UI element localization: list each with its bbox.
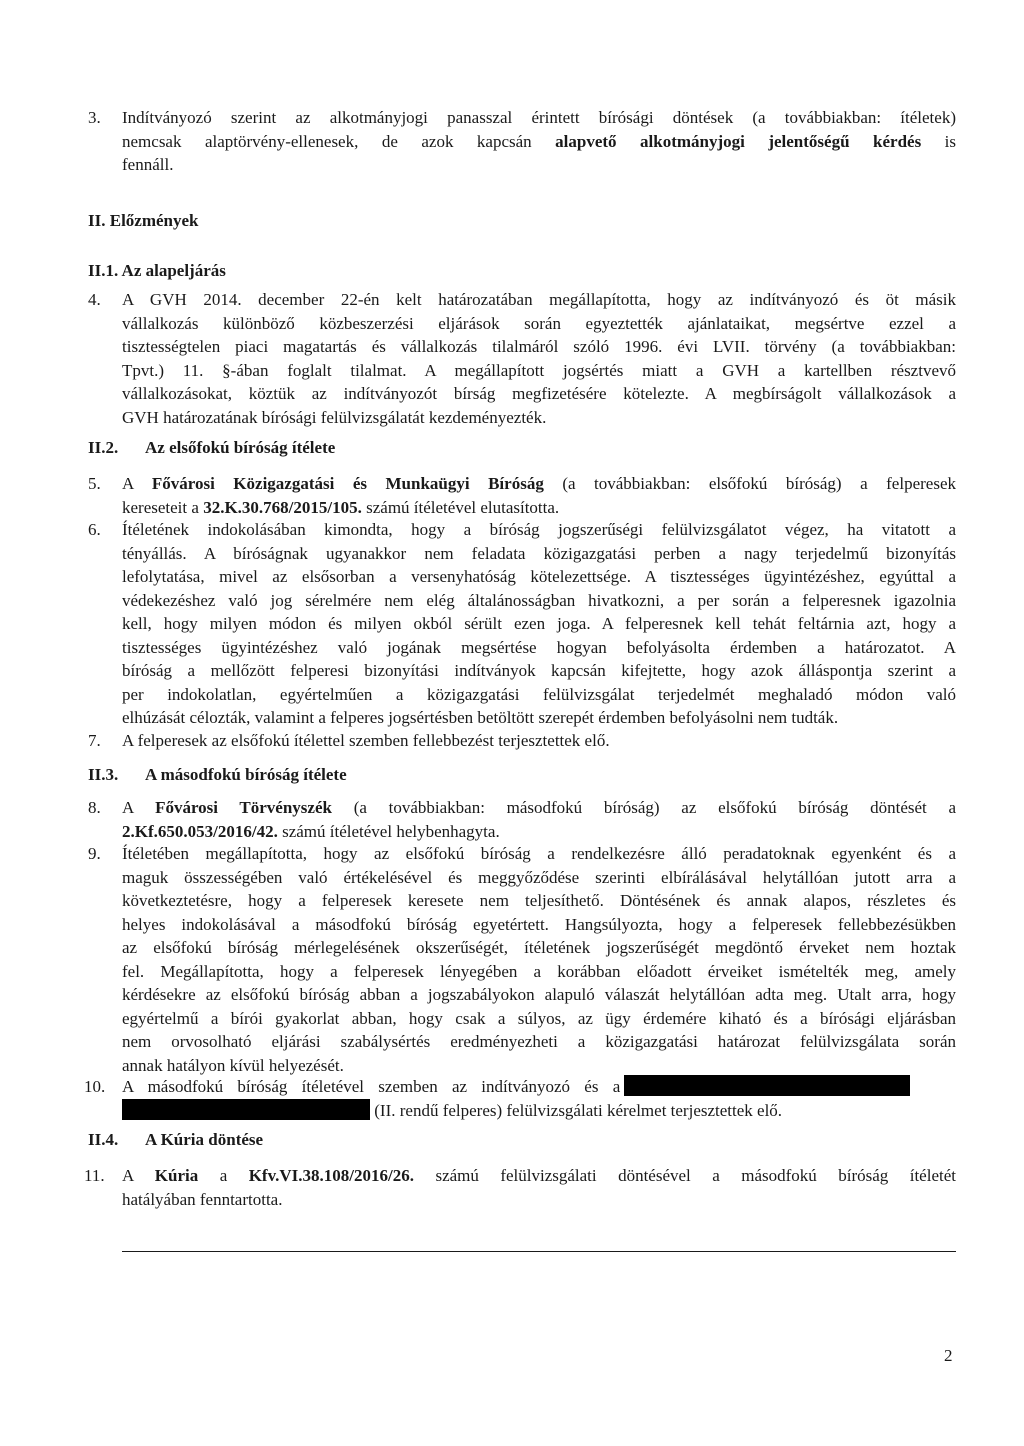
text-line: kérdésekre az elsőfokú bíróság abban a jogszabályokon alapuló válaszát helytállóan adta meg. Utalt arra, hogy [122,985,956,1004]
paragraph-number: 10. [84,1077,106,1096]
paragraph-number: 7. [88,731,101,750]
text-line: Tpvt.) 11. §-ában foglalt tilalmat. A megállapított jogsértés miatt a GVH a kartellben résztvevő [122,360,956,380]
paragraph-10 [122,1075,956,1122]
paragraph-number: 11. [84,1166,105,1185]
paragraph-number: 9. [88,844,101,863]
paragraph-5 [122,472,956,519]
text-line: védekezéshez való jog sérelmére nem elég általánosságban hivatkozni, a per során a felperesnek igazolnia [122,590,956,610]
text-line: kereseteit a 32.K.30.768/2015/105. számú ítéletével elutasította. [122,497,560,517]
text-line: nem orvosolható eljárási szabálysértés eredményezheti a közigazgatási határozat felülvizsgálata során [122,1032,956,1051]
text-line: elhúzását célozták, valamint a felperes jogsértésben betöltött szerepét érdemben befolyásolni nem tudták. [122,708,839,727]
paragraph-number: 8. [88,798,101,817]
page-number: 2 [944,1346,953,1365]
text-line: nemcsak alaptörvény-ellenesek, de azok kapcsán alapvető alkotmányjogi jelentőségű kérdés is [122,131,957,151]
paragraph-4 [122,288,956,429]
paragraph-6 [122,518,956,730]
text-line: helyes indokolásával a másodfokú bíróság egyetértett. Hangsúlyozta, hogy a felperesek fellebbezésükben [122,914,956,934]
redaction-bar [122,1099,370,1120]
text-line: A GVH 2014. december 22-én kelt határozatában megállapította, hogy az indítványozó és öt másik [122,290,956,309]
text-line: az elsőfokú bíróság mérlegelésének okszerűségét, ítéletének jogszerűségét megdöntő érveket nem hoztak [122,938,956,957]
paragraph-number: 4. [88,290,101,309]
text-line: Indítványozó szerint az alkotmányjogi panasszal érintett bírósági döntések (a továbbiakban: ítéletek) [122,108,956,127]
text-line: A Fővárosi Közigazgatási és Munkaügyi Bíróság (a továbbiakban: elsőfokú bíróság) a felperesek [122,474,956,493]
text-line: maguk összességében való értékelésével és meggyőződése szerinti elbírálásával helytállóan jutott arra a [122,867,956,887]
text-line: A másodfokú bíróság ítéletével szemben az indítványozó és a [122,1075,956,1099]
paragraph-number: 3. [88,108,101,127]
text-line: következtetésre, hogy a felperesek keresete nem teljesíthető. Döntésének és annak alapos, részletes és [122,891,956,910]
paragraph-11 [122,1164,956,1211]
subsection-heading: II.1. Az alapeljárás [88,261,226,280]
text-line: vállalkozásokat, köztük az indítványozót bírság megfizetésére kötelezte. A megbírságolt vállalkozások a [122,384,956,403]
text-line: A Kúria a Kfv.VI.38.108/2016/26. számú felülvizsgálati döntésével a másodfokú bíróság ítéletét [122,1166,956,1185]
text-line: egyértelmű a bírói gyakorlat abban, hogy csak a súlyos, az ügy érdemére kiható és a bírósági eljárásban [122,1008,956,1028]
text-line: GVH határozatának bírósági felülvizsgálatát kezdeményezték. [122,407,547,427]
text-line: A Fővárosi Törvényszék (a továbbiakban: másodfokú bíróság) az elsőfokú bíróság döntését a [122,798,957,817]
text-line: per indokolatlan, egyértelműen a közigazgatási felülvizsgálat terjedelmét meghaladó módon való [122,684,956,704]
text-line: fel. Megállapította, hogy a felperesek lényegében a korábban előadott érveiket ismételték meg, amely [122,961,956,981]
section-heading: II. Előzmények [88,211,199,230]
paragraph-3 [122,106,956,177]
text-line: Ítéletének indokolásában kimondta, hogy a bíróság jogszerűségi felülvizsgálatot végez, ha vitatott a [122,520,956,539]
redaction-bar [624,1075,910,1096]
paragraph-9 [122,842,956,1077]
subsection-number: II.4. [88,1130,119,1149]
subsection-number: II.2. [88,438,119,457]
text-line: tisztességtelen piaci magatartás és vállalkozás tilalmáról szóló 1996. évi LVII. törvény (a továbbiakban: [122,337,956,356]
text-line: fennáll. [122,155,174,174]
footer-divider [122,1251,956,1252]
text-line: 2.Kf.650.053/2016/42. számú ítéletével helybenhagyta. [122,821,500,841]
text-line: annak hatályon kívül helyezését. [122,1055,344,1075]
subsection-number: II.3. [88,765,119,784]
text-line: lefolytatása, mivel az elsősorban a versenyhatóság kötelezettsége. A tisztességes ügyintézéshez, egyúttal a [122,567,956,586]
paragraph-8 [122,796,956,843]
paragraph-number: 5. [88,474,101,493]
text-line: (II. rendű felperes) felülvizsgálati kérelmet terjesztettek elő. [122,1099,956,1123]
paragraph-7 [122,729,956,753]
paragraph-number: 6. [88,520,101,539]
text-line: bíróság a mellőzött felperesi bizonyítási indítványok kapcsán kifejtette, hogy azok álláspontja szerint a [122,661,956,680]
subsection-heading: A Kúria döntése [145,1130,264,1149]
text-line: tisztességes ügyintézéshez való jogának megsértése hogyan befolyásolta érdemben a határozatot. A [122,637,956,657]
text-line: A felperesek az elsőfokú ítélettel szemben fellebbezést terjesztettek elő. [122,731,610,750]
text-line: hatályában fenntartotta. [122,1189,283,1209]
text-line: vállalkozás különböző közbeszerzési eljárások során egyeztették ajánlataikat, megsértve ezzel a [122,313,956,333]
text-line: tényállás. A bíróságnak ugyanakkor nem feladata közigazgatási perben a nagy terjedelmű bizonyítás [122,543,956,563]
text-line: kell, hogy milyen módon és milyen okból sérült ezen joga. A felperesnek kell tehát feltárnia azt, hogy a [122,614,956,633]
subsection-heading: Az elsőfokú bíróság ítélete [145,438,336,457]
subsection-heading: A másodfokú bíróság ítélete [145,765,347,784]
text-line: Ítéletében megállapította, hogy az elsőfokú bíróság a rendelkezésre álló peradatoknak egyenként és a [122,844,956,863]
